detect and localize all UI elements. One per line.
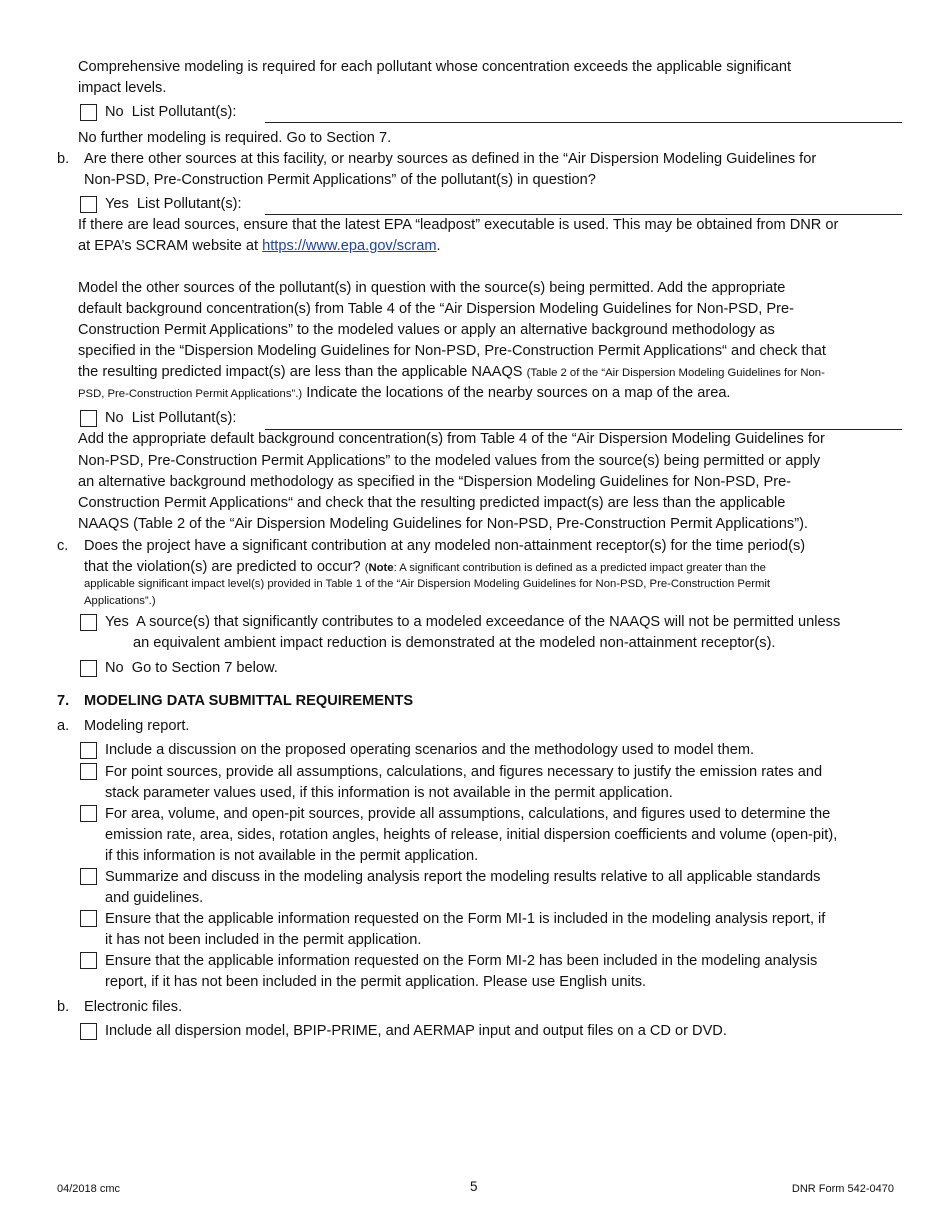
req-summarize-2: and guidelines. <box>105 890 204 906</box>
item-c-marker: c. <box>57 538 69 554</box>
req-area-sources-2: emission rate, area, sides, rotation angles, heights of release, initial dispersion coefficients and volume (open-pit), <box>105 827 838 843</box>
no-option-c: No Go to Section 7 below. <box>105 660 278 676</box>
s7-a-marker: a. <box>57 718 70 734</box>
no-checkbox-c[interactable] <box>80 660 97 677</box>
lead-line-1: If there are lead sources, ensure that the latest EPA “leadpost” executable is used. This may be obtained from DNR or <box>78 217 839 233</box>
no-checkbox-b[interactable] <box>80 410 97 427</box>
item-c-note-1: applicable significant impact level(s) provided in Table 1 of the “Air Dispersion Modeling Guidelines for Non-PSD, Pre-Construction Permit <box>84 578 771 590</box>
req-form-mi-1-1: Ensure that the applicable information requested on the Form MI-1 is included in the modeling analysis report, if <box>105 911 826 927</box>
intro-line-1: Comprehensive modeling is required for each pollutant whose concentration exceeds the applicable significant <box>78 59 792 75</box>
background-line-1: Add the appropriate default background concentration(s) from Table 4 of the “Air Dispersion Modeling Guidelines for <box>78 431 825 447</box>
yes-checkbox-b[interactable] <box>80 196 97 213</box>
model-line-3: Construction Permit Applications” to the modeled values or apply an alternative background methodology as <box>78 322 775 338</box>
checkbox-form-mi-1[interactable] <box>80 910 97 927</box>
intro-line-2: impact levels. <box>78 80 167 96</box>
section-7-number: 7. <box>57 693 70 709</box>
yes-checkbox-c[interactable] <box>80 614 97 631</box>
lead-line-2: at EPA’s SCRAM website at https://www.epa.gov/scram. <box>78 238 441 254</box>
req-form-mi-1-2: it has not been included in the permit application. <box>105 932 422 948</box>
checkbox-form-mi-2[interactable] <box>80 952 97 969</box>
no-option-b: No List Pollutant(s): <box>105 410 237 426</box>
req-area-sources-3: if this information is not available in the permit application. <box>105 848 479 864</box>
req-summarize-1: Summarize and discuss in the modeling analysis report the modeling results relative to all applicable standards <box>105 869 821 885</box>
model-line-1: Model the other sources of the pollutant(s) in question with the source(s) being permitted. Add the appropriate <box>78 280 786 296</box>
checkbox-electronic-files[interactable] <box>80 1023 97 1040</box>
model-line-4: specified in the “Dispersion Modeling Guidelines for Non-PSD, Pre-Construction Permit Applications“ and check that <box>78 343 826 359</box>
checkbox-area-sources[interactable] <box>80 805 97 822</box>
background-line-3: an alternative background methodology as specified in the “Dispersion Modeling Guidelines for Non-PSD, Pre- <box>78 474 792 490</box>
page-number: 5 <box>470 1179 478 1194</box>
item-c-note-2: Applications”.) <box>84 595 156 607</box>
checkbox-summarize[interactable] <box>80 868 97 885</box>
req-point-sources-2: stack parameter values used, if this information is not available in the permit application. <box>105 785 673 801</box>
no-checkbox-1[interactable] <box>80 104 97 121</box>
model-line-2: default background concentration(s) from Table 4 of the “Air Dispersion Modeling Guidelines for Non-PSD, Pre- <box>78 301 794 317</box>
req-form-mi-2-2: report, if it has not been included in the permit application. Please use English units. <box>105 974 647 990</box>
item-b-marker: b. <box>57 151 70 167</box>
background-line-5: NAAQS (Table 2 of the “Air Dispersion Modeling Guidelines for Non-PSD, Pre-Construction Permit Applications”). <box>78 516 808 532</box>
no-followup-1: No further modeling is required. Go to Section 7. <box>78 130 392 146</box>
yes-option-c: Yes A source(s) that significantly contributes to a modeled exceedance of the NAAQS will not be permitted unless <box>105 614 841 630</box>
req-electronic-files: Include all dispersion model, BPIP-PRIME, and AERMAP input and output files on a CD or DVD. <box>105 1023 727 1039</box>
model-line-6: PSD, Pre-Construction Permit Applications”.) Indicate the locations of the nearby sources on a map of the area. <box>78 385 731 401</box>
req-form-mi-2-1: Ensure that the applicable information requested on the Form MI-2 has been included in the modeling analysis <box>105 953 818 969</box>
s7-b-label: Electronic files. <box>84 999 183 1015</box>
checkbox-point-sources[interactable] <box>80 763 97 780</box>
item-b-question-1: Are there other sources at this facility, or nearby sources as defined in the “Air Dispersion Modeling Guidelines for <box>84 151 817 167</box>
scram-link[interactable]: https://www.epa.gov/scram <box>262 238 437 254</box>
item-c-question-2: that the violation(s) are predicted to occur? (Note: A significant contribution is defined as a predicted impact greater than the <box>84 559 766 575</box>
checkbox-operating-scenarios[interactable] <box>80 742 97 759</box>
item-b-question-2: Non-PSD, Pre-Construction Permit Applications” of the pollutant(s) in question? <box>84 172 596 188</box>
footer-date: 04/2018 cmc <box>57 1183 120 1195</box>
no-option-1: No List Pollutant(s): <box>105 104 237 120</box>
model-line-5: the resulting predicted impact(s) are less than the applicable NAAQS (Table 2 of the “Air Dispersion Modeling Guidelines for Non- <box>78 364 825 380</box>
s7-a-label: Modeling report. <box>84 718 190 734</box>
s7-b-marker: b. <box>57 999 70 1015</box>
background-line-2: Non-PSD, Pre-Construction Permit Applications” to the modeled values from the source(s) being permitted or apply <box>78 453 821 469</box>
pollutant-input-1[interactable] <box>265 122 902 123</box>
req-operating-scenarios: Include a discussion on the proposed operating scenarios and the methodology used to model them. <box>105 742 755 758</box>
req-area-sources-1: For area, volume, and open-pit sources, provide all assumptions, calculations, and figures used to determine the <box>105 806 831 822</box>
footer-form-number: DNR Form 542-0470 <box>791 1183 894 1195</box>
yes-option-c-line-2: an equivalent ambient impact reduction is demonstrated at the modeled non-attainment receptor(s). <box>133 635 776 651</box>
req-point-sources-1: For point sources, provide all assumptions, calculations, and figures necessary to justify the emission rates and <box>105 764 823 780</box>
background-line-4: Construction Permit Applications“ and check that the resulting predicted impact(s) are less than the applicable <box>78 495 786 511</box>
item-c-question-1: Does the project have a significant contribution at any modeled non-attainment receptor(s) for the time period(s) <box>84 538 806 554</box>
section-7-heading: MODELING DATA SUBMITTAL REQUIREMENTS <box>84 693 414 709</box>
yes-option-b: Yes List Pollutant(s): <box>105 196 242 212</box>
